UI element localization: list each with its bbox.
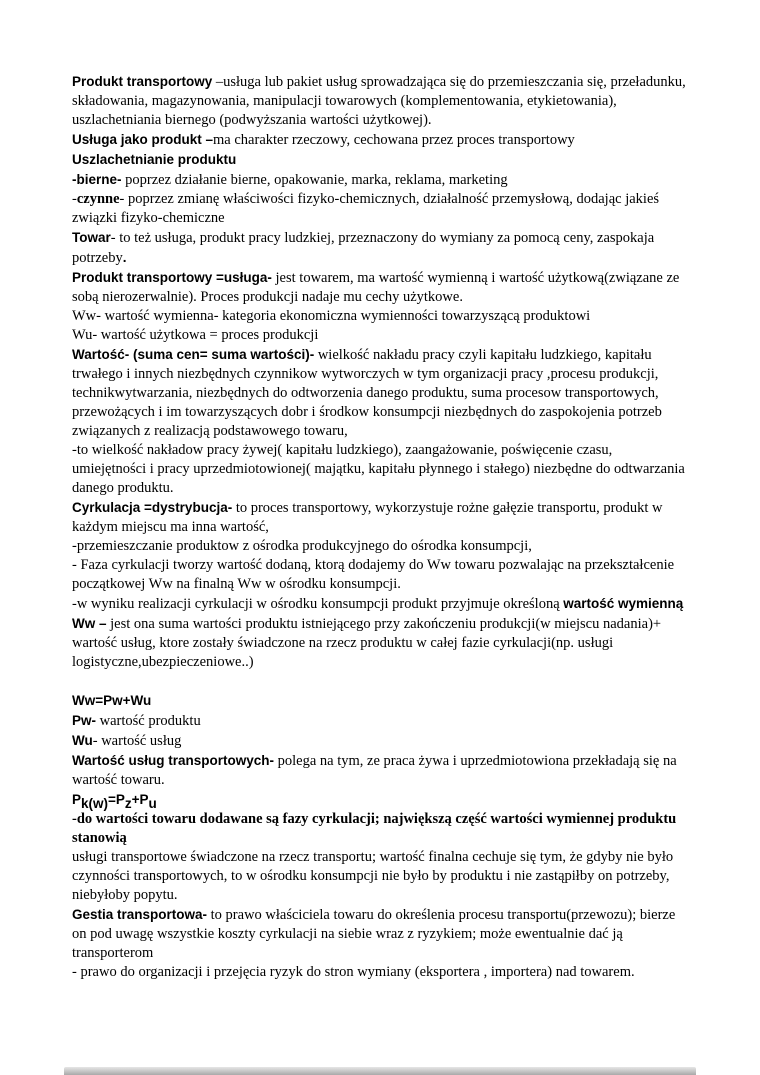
paragraph bbox=[72, 130, 690, 150]
bold-text-run: Ww=Pw+Wu bbox=[72, 693, 152, 708]
paragraph bbox=[72, 614, 690, 672]
bold-text-run: Usługa jako produkt – bbox=[72, 132, 214, 147]
text-run: ma charakter rzeczowy, cechowana przez proces transportowy bbox=[213, 132, 575, 148]
paragraph bbox=[72, 498, 690, 537]
paragraph bbox=[72, 307, 690, 326]
bold-text-run: Wartość- (suma cen= suma wartości)- bbox=[72, 347, 315, 362]
paragraph bbox=[72, 963, 690, 982]
text-run: wartość produktu bbox=[96, 713, 201, 729]
paragraph bbox=[72, 72, 690, 130]
bold-text-run: czynne bbox=[76, 191, 120, 207]
text-run: poprzez działanie bierne, opakowanie, marka, reklama, marketing bbox=[121, 172, 508, 188]
bold-text-run: +P bbox=[131, 792, 149, 807]
text-run: - prawo do organizacji i przejęcia ryzyk do stron wymiany (eksportera , importera) nad towarem. bbox=[72, 964, 635, 980]
paragraph bbox=[72, 150, 690, 170]
bold-text-run: Uszlachetnianie produktu bbox=[72, 152, 237, 167]
bold-text-run: =P bbox=[108, 792, 125, 807]
paragraph bbox=[72, 711, 690, 731]
text-run: jest ona suma wartości produktu istniejącego przy zakończeniu produkcji(w miejscu nadania)+ wartość usług, ktore zostały świadczone na rzecz produktu w całej fazie cyrkulacji(np. usługi logistyczne,ubezpieczeniowe..) bbox=[72, 616, 665, 670]
text-run: wielkość nakładu pracy czyli kapitału ludzkiego, kapitału trwałego i innych niezbędnych czynnikow wytworczych w tym organizacji pracy ,procesu produkcji, technikwytwarzania, niezbędnych do odtworzenia danego produktu, suma procesow transportowych, przewożących i im towarzyszących dobr i środkow konsumpcji niezbędnych do zaspokojenia potrzeb związanych z realizacją podstawowego towaru, bbox=[72, 347, 666, 439]
paragraph bbox=[72, 810, 690, 848]
bold-text-run: u bbox=[148, 795, 157, 811]
paragraph bbox=[72, 751, 690, 790]
paragraph bbox=[72, 905, 690, 963]
bold-text-run: -do wartości towaru dodawane są fazy cyrkulacji; największą część wartości wymiennej produktu stanowią bbox=[72, 811, 680, 846]
paragraph bbox=[72, 268, 690, 307]
bold-text-run: wartość wymienną bbox=[563, 596, 684, 611]
paragraph bbox=[72, 537, 690, 556]
text-run: Wu- wartość użytkowa = proces produkcji bbox=[72, 327, 319, 343]
paragraph bbox=[72, 190, 690, 228]
paragraph bbox=[72, 228, 690, 268]
paragraph bbox=[72, 326, 690, 345]
document-body bbox=[72, 72, 690, 982]
text-run: - to też usługa, produkt pracy ludzkiej, przeznaczony do wymiany za pomocą ceny, zaspokaja potrzeby bbox=[72, 230, 658, 266]
bold-text-run: . bbox=[122, 250, 127, 265]
paragraph bbox=[72, 556, 690, 594]
bold-text-run: Gestia transportowa- bbox=[72, 907, 208, 922]
bold-text-run: Pw- bbox=[72, 713, 97, 728]
text-run: - wartość usług bbox=[92, 733, 182, 749]
text-run: –usługa lub pakiet usług sprowadzająca się do przemieszczania się, przeładunku, składowania, magazynowania, manipulacji towarowych (komplementowania, etykietowania), uszlachetniania biernego (podwyższania wartości użytkowej). bbox=[72, 74, 690, 128]
text-run: jest towarem, ma wartość wymienną i wartość użytkową(związane ze sobą nierozerwalnie). Proces produkcji nadaje mu cechy użytkowe. bbox=[72, 270, 683, 305]
paragraph bbox=[72, 691, 690, 711]
text-run: usługi transportowe świadczone na rzecz transportu; wartość finalna cechuje się tym, że gdyby nie było czynności transportowych, to w ośrodku konsumpcji nie było by produktu i nie zastąpiłby on potrzeby, niebyłoby popytu. bbox=[72, 849, 677, 903]
bold-text-run: Towar bbox=[72, 230, 111, 245]
bold-text-run: Wartość usług transportowych- bbox=[72, 753, 275, 768]
bold-text-run: k(w) bbox=[81, 795, 109, 811]
text-run: to prawo właściciela towaru do określenia procesu transportu(przewozu); bierze on pod uwagę wszystkie koszty cyrkulacji na siebie wraz z ryzykiem; może ewentualnie dać ją transporterom bbox=[72, 907, 679, 961]
bold-text-run: P bbox=[72, 792, 82, 807]
paragraph bbox=[72, 790, 690, 810]
paragraph bbox=[72, 594, 690, 614]
bold-text-run: -bierne- bbox=[72, 172, 122, 187]
text-run: -to wielkość nakładow pracy żywej( kapitału ludzkiego), zaangażowanie, poświęcenie czasu, umiejętności i pracy uprzedmiotowionej( majątku, kapitału płynnego i stałego) niezbędne do odtwarzania danego produktu. bbox=[72, 442, 689, 496]
bold-text-run: Wu bbox=[72, 733, 93, 748]
text-run: polega na tym, ze praca żywa i uprzedmiotowiona przekładają się na wartość towaru. bbox=[72, 753, 681, 788]
text-run: to proces transportowy, wykorzystuje rożne gałęzie transportu, produkt w każdym miejscu ma inna wartość, bbox=[72, 500, 667, 535]
paragraph bbox=[72, 848, 690, 905]
paragraph bbox=[72, 345, 690, 441]
bold-text-run: Ww – bbox=[72, 616, 107, 631]
bold-text-run: Produkt transportowy =usługa- bbox=[72, 270, 272, 285]
paragraph bbox=[72, 731, 690, 751]
text-run: - bbox=[72, 191, 77, 207]
bold-text-run: z bbox=[124, 795, 132, 811]
bold-text-run: Produkt transportowy bbox=[72, 74, 213, 89]
text-run: -w wyniku realizacji cyrkulacji w ośrodku konsumpcji produkt przyjmuje określoną bbox=[72, 596, 564, 612]
paragraph bbox=[72, 170, 690, 190]
text-run: Ww- wartość wymienna- kategoria ekonomiczna wymienności towarzyszącą produktowi bbox=[72, 308, 591, 324]
paragraph bbox=[72, 441, 690, 498]
text-run: - poprzez zmianę właściwości fizyko-chemicznych, działalność przemysłową, dodając jakieś związki fizyko-chemiczne bbox=[72, 191, 663, 226]
text-run: - Faza cyrkulacji tworzy wartość dodaną, ktorą dodajemy do Ww towaru pozwalając na przekształcenie początkowej Ww na finalną Ww w ośrodku konsumpcji. bbox=[72, 557, 678, 592]
page-bottom-edge bbox=[64, 1067, 696, 1075]
bold-text-run: Cyrkulacja =dystrybucja- bbox=[72, 500, 233, 515]
text-run: -przemieszczanie produktow z ośrodka produkcyjnego do ośrodka konsumpcji, bbox=[72, 538, 532, 554]
